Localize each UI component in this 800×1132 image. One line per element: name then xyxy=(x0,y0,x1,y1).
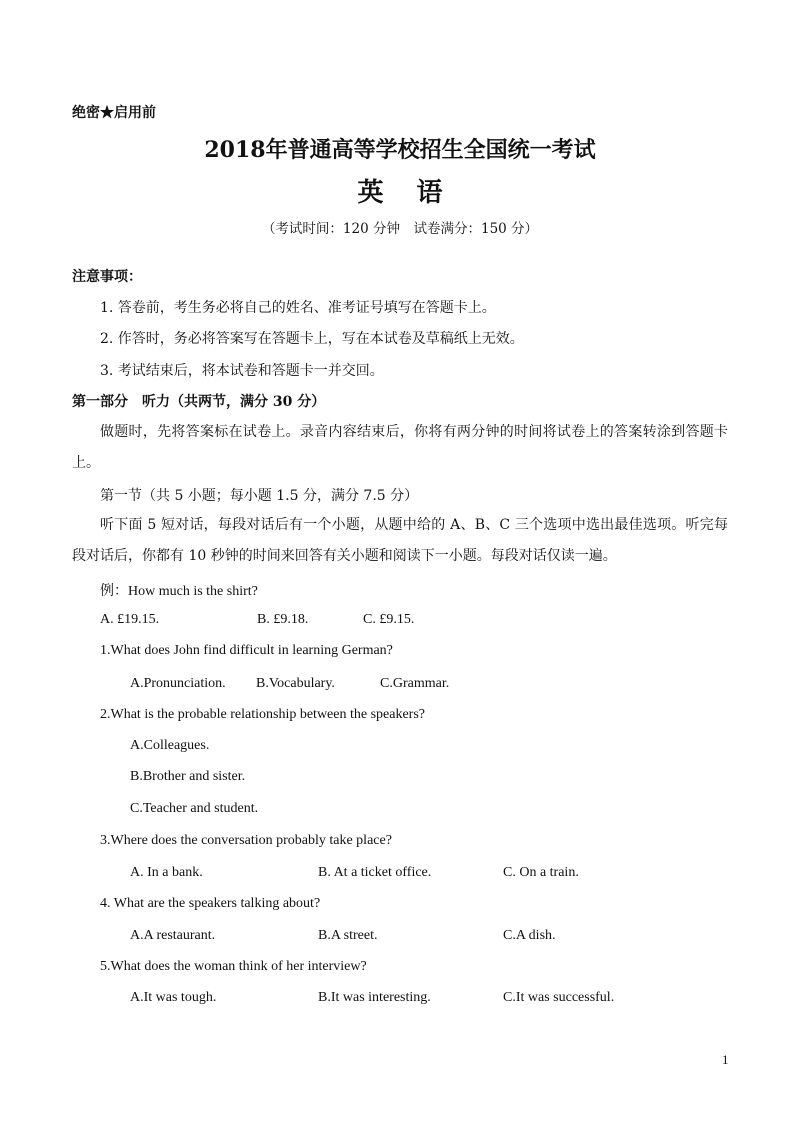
q2-option-c: C.Teacher and student. xyxy=(130,801,259,816)
example-option-b: B. £9.18. xyxy=(257,612,309,627)
exam-title: 2018年普通高等学校招生全国统一考试 xyxy=(204,137,596,163)
q3-option-a: A. In a bank. xyxy=(130,865,203,880)
q4-option-a: A.A restaurant. xyxy=(130,928,216,943)
example-option-a: A. £19.15. xyxy=(100,612,160,627)
part-one-intro: 做题时，先将答案标在试卷上。录音内容结束后，你将有两分钟的时间将试卷上的答案转涂到答题卡上。 xyxy=(72,424,728,471)
note-item: 1. 答卷前，考生务必将自己的姓名、准考证号填写在答题卡上。 xyxy=(100,300,496,316)
q5-option-c: C.It was successful. xyxy=(503,990,615,1005)
subject-title xyxy=(0,172,800,209)
notes-title: 注意事项： xyxy=(72,269,142,285)
q1-option-a: A.Pronunciation. xyxy=(130,676,226,691)
q5-option-a: A.It was tough. xyxy=(130,990,217,1005)
q2-option-b: B.Brother and sister. xyxy=(130,769,246,784)
question-1: 1.What does John find difficult in learning German? xyxy=(100,643,393,658)
section-one-heading: 第一节（共 5 小题；每小题 1.5 分，满分 7.5 分） xyxy=(100,488,419,504)
confidential-mark: 绝密★启用前 xyxy=(72,105,156,121)
q2-option-a: A.Colleagues. xyxy=(130,738,210,753)
q1-option-c: C.Grammar. xyxy=(380,676,450,691)
example-question: 例：How much is the shirt? xyxy=(100,584,258,599)
question-2: 2.What is the probable relationship between the speakers? xyxy=(100,707,425,722)
exam-time-info: （考试时间：120 分钟 试卷满分：150 分） xyxy=(261,221,539,237)
question-3: 3.Where does the conversation probably take place? xyxy=(100,833,392,848)
q3-option-c: C. On a train. xyxy=(503,865,579,880)
q5-option-b: B.It was interesting. xyxy=(318,990,431,1005)
q4-option-b: B.A street. xyxy=(318,928,378,943)
example-option-c: C. £9.15. xyxy=(363,612,415,627)
q1-option-b: B.Vocabulary. xyxy=(256,676,335,691)
section-one-instructions: 听下面 5 短对话，每段对话后有一个小题，从题中给的 A、B、C 三个选项中选出最佳选项。听完每段对话后，你都有 10 秒钟的时间来回答有关小题和阅读下一小题。每段对话仅读一遍。 xyxy=(72,517,728,564)
note-item: 3. 考试结束后，将本试卷和答题卡一并交回。 xyxy=(100,363,384,379)
q4-option-c: C.A dish. xyxy=(503,928,556,943)
note-item: 2. 作答时，务必将答案写在答题卡上，写在本试卷及草稿纸上无效。 xyxy=(100,331,524,347)
page-number: 1 xyxy=(722,1052,729,1067)
q3-option-b: B. At a ticket office. xyxy=(318,865,432,880)
subject-text: 英 语 xyxy=(357,178,455,208)
question-5: 5.What does the woman think of her interview? xyxy=(100,959,367,974)
question-4: 4. What are the speakers talking about? xyxy=(100,896,321,911)
part-one-heading: 第一部分 听力（共两节，满分 30 分） xyxy=(72,394,326,410)
